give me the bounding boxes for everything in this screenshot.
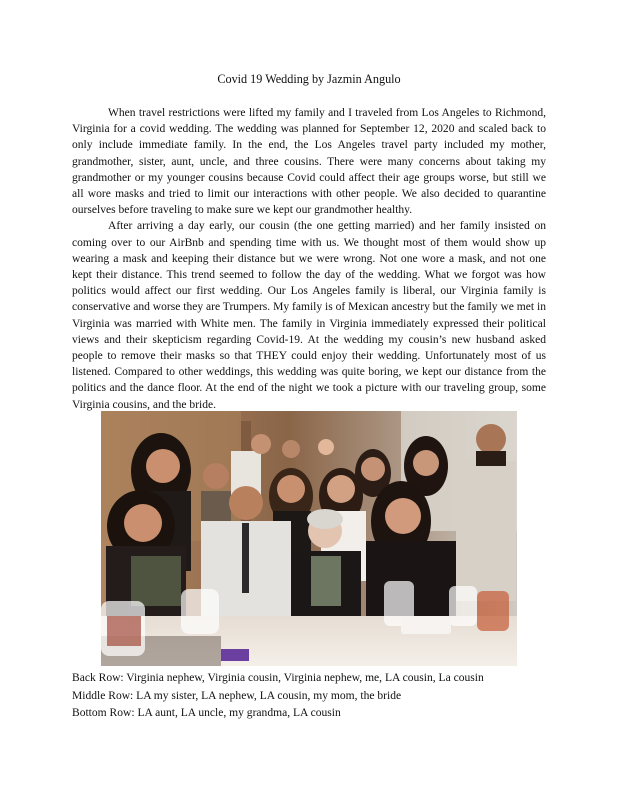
document-body bbox=[72, 105, 546, 413]
caption-bottom-row: Bottom Row: LA aunt, LA uncle, my grandma, LA cousin bbox=[72, 707, 341, 719]
paragraph-2: After arriving a day early, our cousin (the one getting married) and her family insisted on coming over to our AirBnb and spending time with us. We thought most of them would show up wearing a mask and keeping their distance but we were wrong. Not one wore a mask, and not one kept their distance. This trend seemed to follow the day of the wedding. What we forgot was how politics would affect our first wedding. Our Los Angeles family is liberal, our Virginia family is conservative and worse they are Trumpers. My family is of Mexican ancestry but the family we met in Virginia was married with White men. The family in Virginia immediately expressed their political views and their skepticism regarding Covid-19. At the wedding my cousin’s new husband asked people to remove their masks so that THEY could enjoy their wedding. Unfortunately most of us listened. Compared to other weddings, this wedding was quite boring, we kept our distance from the politics and the dance floor. At the end of the night we took a picture with our traveling group, some Virginia cousins, and the bride. bbox=[72, 220, 546, 411]
document-title: Covid 19 Wedding by Jazmin Angulo bbox=[217, 72, 401, 86]
wedding-group-photo bbox=[101, 411, 517, 666]
paragraph-1: When travel restrictions were lifted my family and I traveled from Los Angeles to Richmond, Virginia for a covid wedding. The wedding was planned for September 12, 2020 and scaled back to only include immediate family. In the end, the Los Angeles travel party included my mother, grandmother, sister, aunt, uncle, and three cousins. There were many concerns about taking my grandmother or my younger cousins because Covid could affect their age groups worse, but still we all wore masks and tried to limit our interactions with other people. We also decided to quarantine ourselves before traveling to make sure we kept our grandmother healthy. bbox=[72, 107, 546, 217]
wedding-photo-illustration bbox=[101, 411, 517, 666]
caption-back-row: Back Row: Virginia nephew, Virginia cousin, Virginia nephew, me, LA cousin, La cousin bbox=[72, 672, 484, 684]
photo-caption bbox=[72, 670, 552, 723]
caption-middle-row: Middle Row: LA my sister, LA nephew, LA cousin, my mom, the bride bbox=[72, 689, 402, 702]
